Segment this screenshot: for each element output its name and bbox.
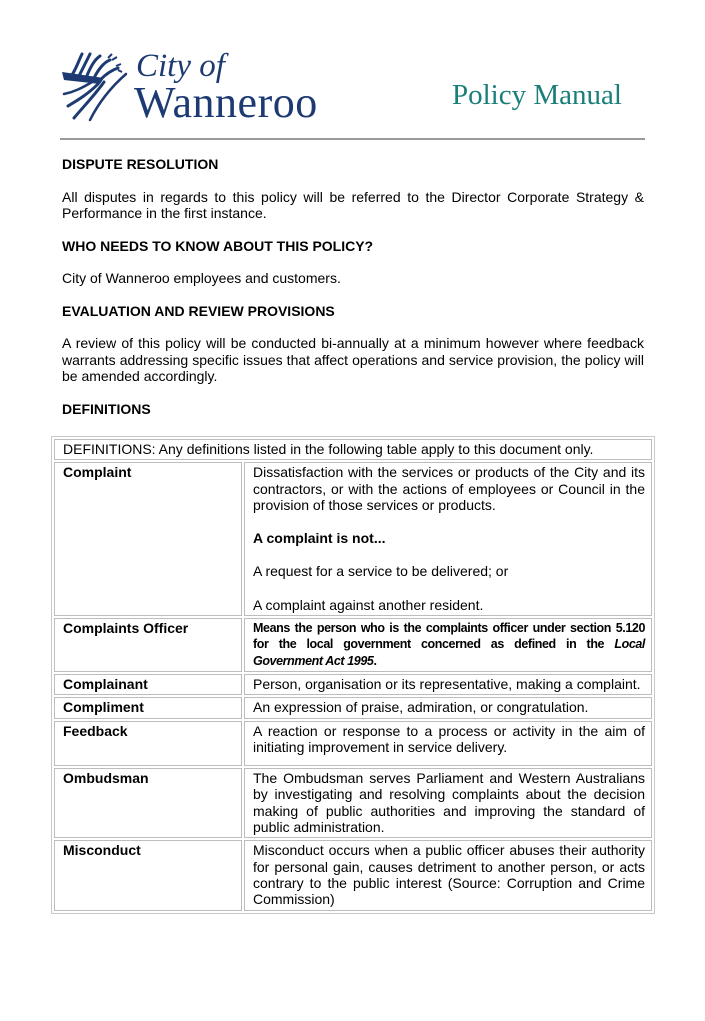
definitions-table [51, 436, 655, 914]
table-row [54, 697, 652, 718]
term-feedback: Feedback [54, 721, 242, 767]
complaint-definition: Dissatisfaction with the services or products of the City and its contractors, or with the actions of employees or Council in the provision of those services or products. [253, 464, 645, 513]
document-body [62, 156, 644, 417]
complaints-officer-text: Means the person who is the complaints officer under section 5.120 for the local government concerned as defined in the [253, 621, 645, 652]
heading-who-needs-to-know: WHO NEEDS TO KNOW ABOUT THIS POLICY? [62, 237, 374, 254]
complaint-not-item-2: A complaint against another resident. [253, 596, 484, 613]
complaint-not-heading: A complaint is not... [253, 530, 386, 547]
evaluation-review-text: A review of this policy will be conducted bi-annually at a minimum however where feedback warrants addressing specific issues that affect operations and service provision, the policy will be amended accordingly. [62, 335, 644, 384]
table-row [54, 768, 652, 838]
kangaroo-paw-icon [60, 48, 132, 122]
heading-dispute-resolution: DISPUTE RESOLUTION [62, 156, 219, 172]
term-complaints-officer: Complaints Officer [54, 618, 242, 672]
desc-misconduct: Misconduct occurs when a public officer abuses their authority for personal gain, causes detriment to another person, or acts contrary to the public interest (Source: Corruption and Crime Commission) [244, 840, 652, 910]
table-row [54, 840, 652, 910]
desc-complaints-officer [244, 618, 652, 672]
city-of-wanneroo-logo [60, 48, 330, 127]
page-header [0, 0, 705, 142]
heading-definitions: DEFINITIONS [62, 400, 151, 417]
period: . [373, 653, 377, 668]
dispute-resolution-text: All disputes in regards to this policy will be referred to the Director Corporate Strategy & Performance in the first instance. [62, 188, 644, 221]
complaint-not-item-1: A request for a service to be delivered; or [253, 563, 509, 580]
table-caption-row [54, 439, 652, 460]
table-row [54, 674, 652, 695]
desc-complainant: Person, organisation or its representative, making a complaint. [244, 674, 652, 695]
desc-ombudsman: The Ombudsman serves Parliament and Western Australians by investigating and resolving complaints about the decision making of public authorities and improving the standard of public administration. [244, 768, 652, 838]
table-caption: DEFINITIONS: Any definitions listed in the following table apply to this document only. [54, 439, 652, 460]
term-misconduct: Misconduct [54, 840, 242, 910]
term-compliment: Compliment [54, 697, 242, 718]
header-divider [60, 138, 645, 140]
act-reference: Local Government Act 1995 [253, 637, 645, 668]
table-row [54, 721, 652, 767]
heading-evaluation-review: EVALUATION AND REVIEW PROVISIONS [62, 302, 335, 319]
table-row [54, 462, 652, 616]
logo-text-wanneroo: Wanneroo [134, 78, 318, 127]
table-row [54, 618, 652, 672]
term-complaint: Complaint [54, 462, 242, 616]
desc-feedback: A reaction or response to a process or activity in the aim of initiating improvement in service delivery. [244, 721, 652, 767]
term-complainant: Complainant [54, 674, 242, 695]
desc-complaint [244, 462, 652, 616]
policy-manual-title: Policy Manual [452, 79, 622, 111]
desc-compliment: An expression of praise, admiration, or congratulation. [244, 697, 652, 718]
term-ombudsman: Ombudsman [54, 768, 242, 838]
logo-line-1: City of [136, 48, 225, 84]
who-needs-to-know-text: City of Wanneroo employees and customers. [62, 270, 341, 286]
